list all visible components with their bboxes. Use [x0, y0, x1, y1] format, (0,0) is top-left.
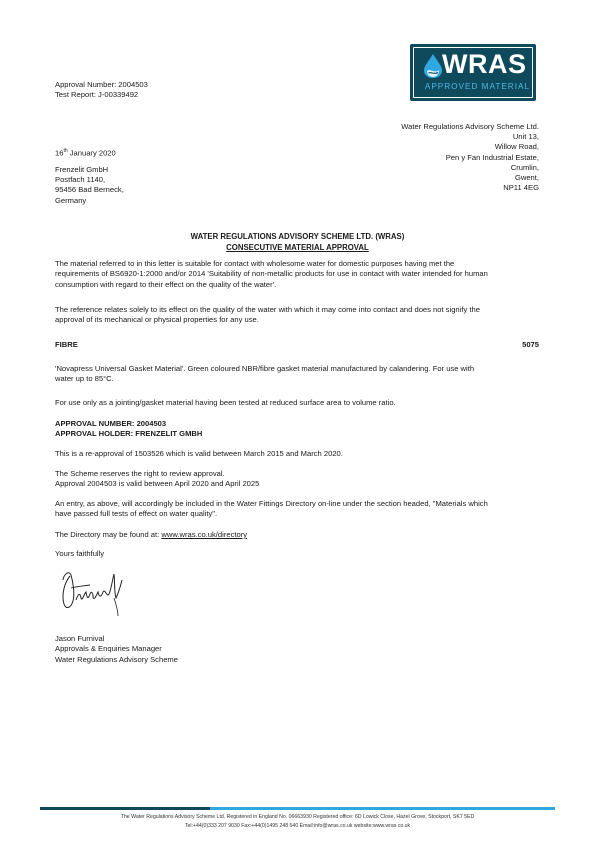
recipient-address [55, 165, 124, 206]
logo-wordmark: WRAS [442, 49, 527, 79]
footer-divider [40, 807, 555, 810]
signature-image [56, 568, 136, 620]
date-suffix: th [63, 148, 68, 154]
paragraph-line: An entry, as above, will accordingly be included in the Water Fittings Directory on-line under the section headed, "Materials which [55, 499, 488, 508]
sender-line: Crumlin, [510, 162, 539, 172]
directory-link[interactable]: www.wras.co.uk/directory [161, 530, 248, 539]
validity-block [55, 469, 259, 490]
reserve-rights: The Scheme reserves the right to review approval. [55, 469, 225, 478]
sender-line: Gwent, [514, 173, 539, 183]
approval-block [55, 419, 202, 440]
sender-address [401, 122, 539, 193]
footer-divider-light [210, 807, 555, 810]
directory-entry-paragraph [55, 499, 488, 520]
letter-date [55, 146, 116, 159]
paragraph-line: water up to 85°C. [55, 374, 114, 384]
paragraph-line: 'Novapress Universal Gasket Material'. Green coloured NBR/fibre gasket material manufactured by calandering. For use with [55, 364, 475, 373]
letter-title [0, 232, 595, 253]
test-report-ref: Test Report: J-00339492 [55, 90, 139, 100]
category-code: 5075 [522, 340, 539, 349]
paragraph-line: consumption with regard to their effect on the quality of the water'. [55, 279, 277, 289]
paragraph-line: have passed full tests of effect on water quality". [55, 509, 218, 519]
validity-period: Approval 2004503 is valid between April 2020 and April 2025 [55, 479, 260, 489]
sender-line: Water Regulations Advisory Scheme Ltd. [401, 122, 539, 131]
reapproval-note: This is a re-approval of 1503526 which is valid between March 2015 and March 2020. [55, 449, 343, 458]
paragraph-line: The reference relates solely to its effect on the quality of the water with which it may come into contact and does not signify the [55, 305, 480, 314]
date-day: 16 [55, 148, 64, 158]
approval-number-ref: Approval Number: 2004503 [55, 80, 148, 89]
logo-subtitle: APPROVED MATERIAL [424, 82, 530, 91]
sender-line: Pen y Fan Industrial Estate, [445, 152, 539, 162]
signer-name: Jason Furnival [55, 634, 105, 643]
paragraph-line: requirements of BS6920-1:2000 and/or 2014 'Suitability of non-metallic products for use in contact with water intended for human [55, 269, 488, 279]
footer-registration: The Water Regulations Advisory Scheme Ltd. Registered in England No. 06663930 Registered office: 6D Lowick Close, Hazel Grove, Stockport, SK7 5ED [120, 814, 475, 820]
usage-note: For use only as a jointing/gasket material having been tested at reduced surface area to volume ratio. [55, 398, 396, 407]
paragraph-line: approval of its mechanical or physical properties for any use. [55, 315, 259, 325]
recipient-line: Postfach 1140, [55, 175, 106, 185]
title-line-2: CONSECUTIVE MATERIAL APPROVAL [226, 242, 369, 252]
wras-logo [410, 44, 536, 101]
sender-line: NP11 4EG [503, 183, 539, 193]
suitability-paragraph [55, 259, 488, 290]
paragraph-line: The material referred to in this letter is suitable for contact with wholesome water for domestic purposes having met the [55, 259, 455, 268]
recipient-line: 95456 Bad Berneck, [55, 185, 124, 195]
date-rest: January 2020 [67, 148, 116, 158]
directory-prefix: The Directory may be found at: [55, 530, 162, 539]
recipient-line: Germany [55, 195, 87, 205]
signer-block [55, 634, 178, 665]
product-description [55, 364, 474, 385]
approval-holder: APPROVAL HOLDER: FRENZELIT GMBH [55, 429, 203, 439]
sender-line: Willow Road, [494, 142, 539, 152]
sender-line: Unit 13, [512, 132, 539, 142]
recipient-line: Frenzelit GmbH [55, 165, 109, 174]
signer-organisation: Water Regulations Advisory Scheme [55, 654, 178, 664]
directory-line [55, 530, 247, 540]
closing: Yours faithfully [55, 549, 105, 558]
category-label: FIBRE [55, 340, 78, 349]
footer-contact: Tel:+44(0)333 207 9030 Fax:+44(0)1495 248 540 Email:info@wras.co.uk website:www.wras.co.uk [184, 823, 411, 829]
header-reference [55, 80, 148, 100]
title-line-1: WATER REGULATIONS ADVISORY SCHEME LTD. (WRAS) [190, 232, 405, 241]
approval-number: APPROVAL NUMBER: 2004503 [55, 419, 167, 428]
reference-paragraph [55, 305, 480, 326]
water-drop-icon [422, 53, 444, 79]
footer-divider-dark [40, 807, 210, 810]
signer-title: Approvals & Enquiries Manager [55, 644, 162, 654]
